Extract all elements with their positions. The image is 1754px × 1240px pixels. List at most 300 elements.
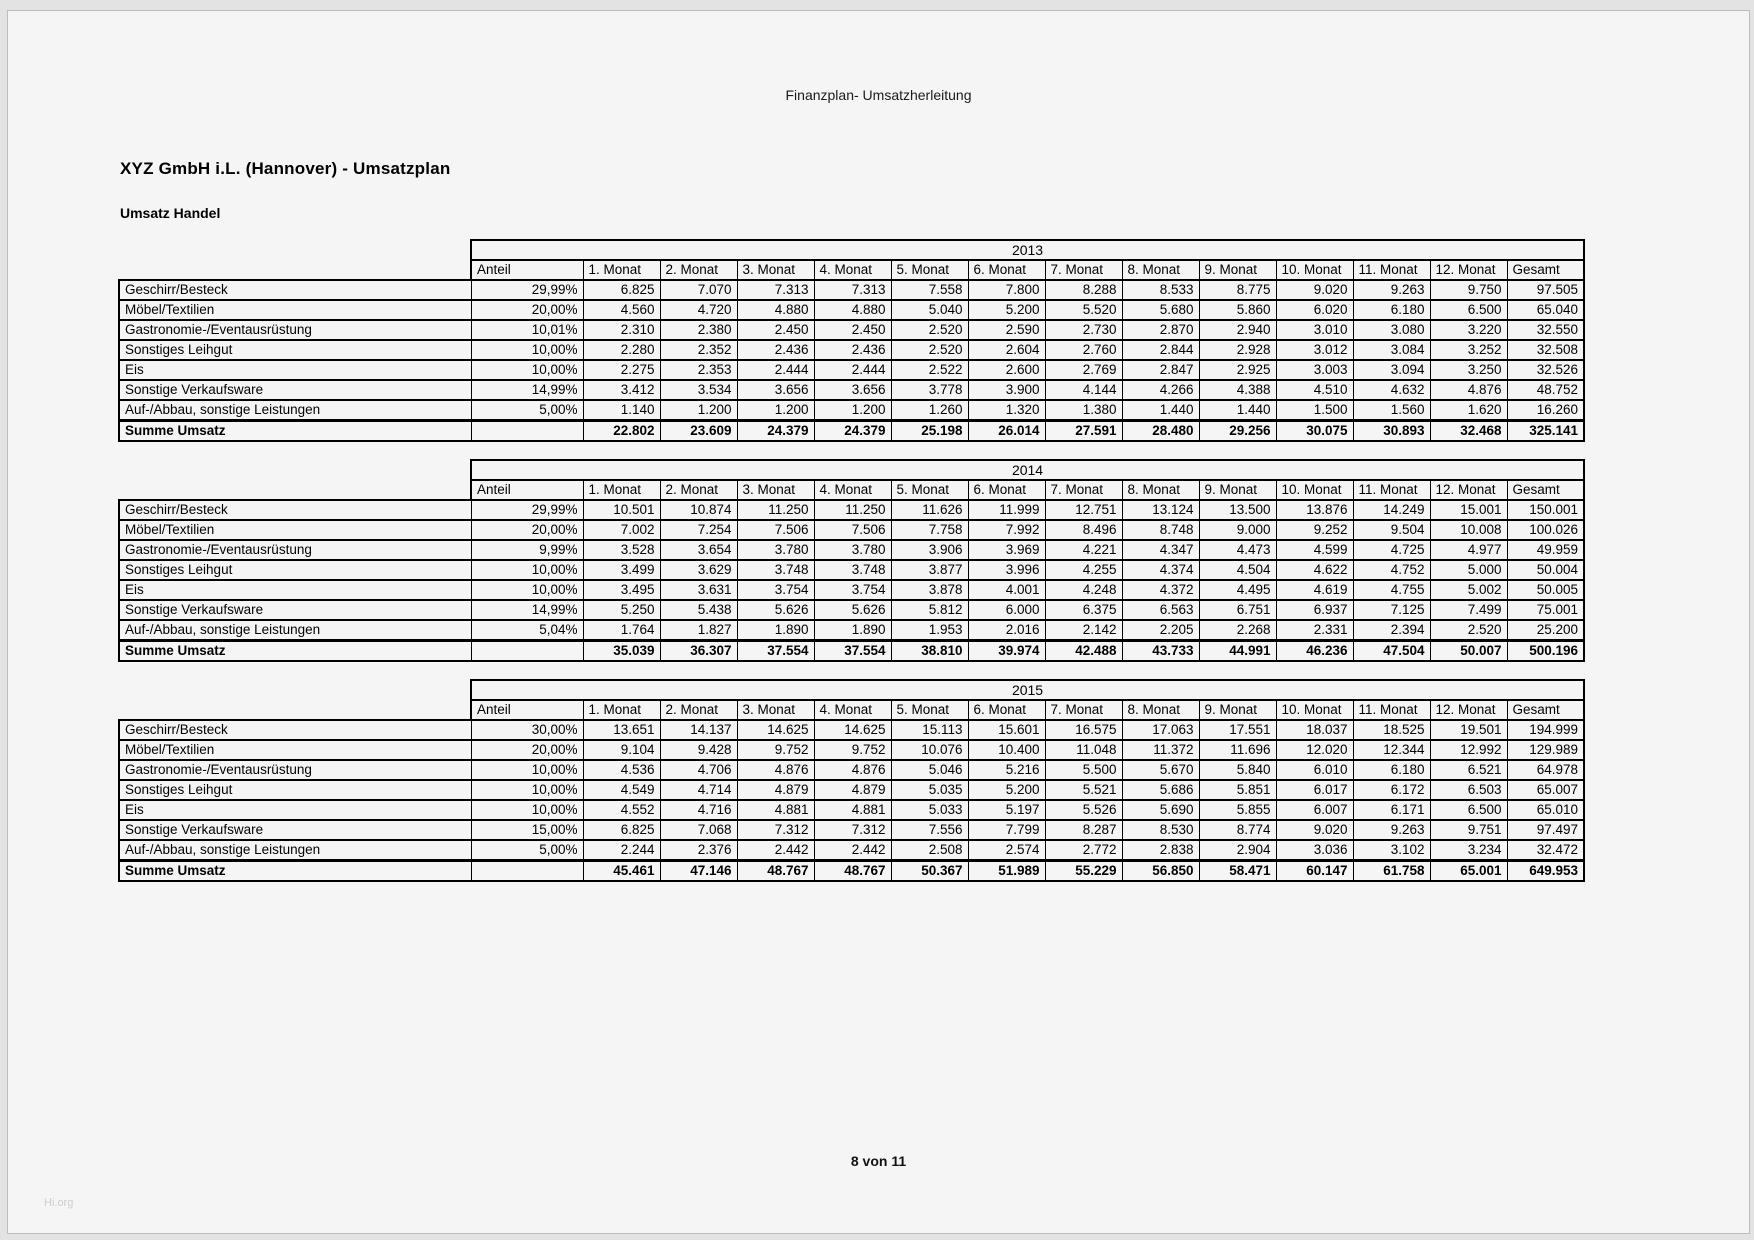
anteil-value: 5,00% bbox=[471, 840, 583, 861]
gesamt-value: 97.505 bbox=[1507, 280, 1584, 300]
page-title: XYZ GmbH i.L. (Hannover) - Umsatzplan bbox=[120, 159, 451, 178]
month-value-5: 2.522 bbox=[891, 360, 968, 380]
month-value-7: 5.521 bbox=[1045, 780, 1122, 800]
month-value-11: 4.725 bbox=[1353, 540, 1430, 560]
col-header-month-3: 3. Monat bbox=[737, 480, 814, 500]
month-value-2: 2.353 bbox=[660, 360, 737, 380]
month-value-12: 3.234 bbox=[1430, 840, 1507, 861]
gesamt-value: 129.989 bbox=[1507, 740, 1584, 760]
col-header-month-1: 1. Monat bbox=[583, 260, 660, 280]
sum-label: Summe Umsatz bbox=[119, 421, 471, 442]
month-value-1: 9.104 bbox=[583, 740, 660, 760]
month-value-12: 6.500 bbox=[1430, 300, 1507, 320]
month-value-8: 4.372 bbox=[1122, 580, 1199, 600]
month-value-6: 7.800 bbox=[968, 280, 1045, 300]
month-value-6: 11.999 bbox=[968, 500, 1045, 520]
month-value-2: 3.534 bbox=[660, 380, 737, 400]
col-header-gesamt: Gesamt bbox=[1507, 700, 1584, 720]
month-value-11: 9.263 bbox=[1353, 820, 1430, 840]
row-label: Eis bbox=[119, 360, 471, 380]
month-value-11: 1.560 bbox=[1353, 400, 1430, 421]
month-value-10: 9.020 bbox=[1276, 280, 1353, 300]
month-value-12: 6.503 bbox=[1430, 780, 1507, 800]
month-value-12: 5.002 bbox=[1430, 580, 1507, 600]
month-value-6: 3.996 bbox=[968, 560, 1045, 580]
col-header-month-7: 7. Monat bbox=[1045, 260, 1122, 280]
anteil-value: 10,00% bbox=[471, 360, 583, 380]
col-header-month-8: 8. Monat bbox=[1122, 700, 1199, 720]
month-value-11: 3.102 bbox=[1353, 840, 1430, 861]
row-label: Auf-/Abbau, sonstige Leistungen bbox=[119, 400, 471, 421]
month-value-4: 1.200 bbox=[814, 400, 891, 421]
anteil-value: 29,99% bbox=[471, 500, 583, 520]
month-value-3: 7.313 bbox=[737, 280, 814, 300]
table-row bbox=[119, 340, 1584, 360]
month-value-2: 3.654 bbox=[660, 540, 737, 560]
month-value-8: 4.266 bbox=[1122, 380, 1199, 400]
month-value-2: 1.827 bbox=[660, 620, 737, 641]
month-value-10: 9.020 bbox=[1276, 820, 1353, 840]
anteil-value: 14,99% bbox=[471, 600, 583, 620]
col-header-month-6: 6. Monat bbox=[968, 700, 1045, 720]
month-value-8: 2.838 bbox=[1122, 840, 1199, 861]
gesamt-value: 75.001 bbox=[1507, 600, 1584, 620]
sum-month-value-7: 27.591 bbox=[1045, 421, 1122, 442]
month-value-5: 7.758 bbox=[891, 520, 968, 540]
month-value-8: 13.124 bbox=[1122, 500, 1199, 520]
col-header-month-12: 12. Monat bbox=[1430, 480, 1507, 500]
month-value-1: 2.244 bbox=[583, 840, 660, 861]
month-value-5: 2.520 bbox=[891, 320, 968, 340]
col-header-gesamt: Gesamt bbox=[1507, 480, 1584, 500]
spacer-cell bbox=[119, 240, 471, 260]
month-value-1: 4.552 bbox=[583, 800, 660, 820]
sum-month-value-3: 48.767 bbox=[737, 861, 814, 882]
row-label: Sonstige Verkaufsware bbox=[119, 820, 471, 840]
month-value-5: 3.906 bbox=[891, 540, 968, 560]
section-subtitle: Umsatz Handel bbox=[120, 205, 221, 221]
table-row bbox=[119, 500, 1584, 520]
month-value-5: 15.113 bbox=[891, 720, 968, 740]
month-value-4: 9.752 bbox=[814, 740, 891, 760]
col-header-month-12: 12. Monat bbox=[1430, 700, 1507, 720]
month-value-10: 2.331 bbox=[1276, 620, 1353, 641]
month-value-11: 2.394 bbox=[1353, 620, 1430, 641]
table-row bbox=[119, 580, 1584, 600]
table-row bbox=[119, 360, 1584, 380]
umsatz-table-2015 bbox=[118, 679, 1585, 882]
month-value-3: 3.748 bbox=[737, 560, 814, 580]
month-value-11: 9.504 bbox=[1353, 520, 1430, 540]
month-value-9: 2.904 bbox=[1199, 840, 1276, 861]
month-value-10: 3.036 bbox=[1276, 840, 1353, 861]
month-value-3: 2.436 bbox=[737, 340, 814, 360]
month-value-9: 5.851 bbox=[1199, 780, 1276, 800]
month-value-2: 5.438 bbox=[660, 600, 737, 620]
umsatz-tables-container bbox=[118, 239, 1588, 899]
month-value-1: 2.275 bbox=[583, 360, 660, 380]
col-header-anteil: Anteil bbox=[471, 260, 583, 280]
month-value-12: 9.750 bbox=[1430, 280, 1507, 300]
anteil-value: 5,04% bbox=[471, 620, 583, 641]
month-value-5: 5.046 bbox=[891, 760, 968, 780]
table-row bbox=[119, 800, 1584, 820]
month-value-10: 18.037 bbox=[1276, 720, 1353, 740]
month-value-4: 3.780 bbox=[814, 540, 891, 560]
month-value-10: 6.020 bbox=[1276, 300, 1353, 320]
table-row bbox=[119, 820, 1584, 840]
sum-row bbox=[119, 641, 1584, 662]
month-value-1: 1.764 bbox=[583, 620, 660, 641]
table-row bbox=[119, 300, 1584, 320]
umsatz-table-2013 bbox=[118, 239, 1585, 442]
gesamt-value: 50.005 bbox=[1507, 580, 1584, 600]
month-value-1: 13.651 bbox=[583, 720, 660, 740]
col-header-month-11: 11. Monat bbox=[1353, 260, 1430, 280]
gesamt-value: 64.978 bbox=[1507, 760, 1584, 780]
month-value-5: 7.558 bbox=[891, 280, 968, 300]
month-value-2: 7.070 bbox=[660, 280, 737, 300]
spacer-cell bbox=[119, 680, 471, 700]
month-value-5: 1.260 bbox=[891, 400, 968, 421]
month-value-4: 4.876 bbox=[814, 760, 891, 780]
month-value-11: 14.249 bbox=[1353, 500, 1430, 520]
row-label: Gastronomie-/Eventausrüstung bbox=[119, 760, 471, 780]
month-value-11: 4.632 bbox=[1353, 380, 1430, 400]
row-label: Sonstige Verkaufsware bbox=[119, 380, 471, 400]
month-value-11: 7.125 bbox=[1353, 600, 1430, 620]
month-value-11: 6.171 bbox=[1353, 800, 1430, 820]
watermark: Hi.org bbox=[44, 1197, 74, 1209]
month-value-2: 9.428 bbox=[660, 740, 737, 760]
month-value-4: 2.444 bbox=[814, 360, 891, 380]
col-header-gesamt: Gesamt bbox=[1507, 260, 1584, 280]
month-value-1: 2.310 bbox=[583, 320, 660, 340]
row-label: Möbel/Textilien bbox=[119, 300, 471, 320]
gesamt-value: 65.010 bbox=[1507, 800, 1584, 820]
month-value-12: 6.521 bbox=[1430, 760, 1507, 780]
month-value-12: 12.992 bbox=[1430, 740, 1507, 760]
month-value-2: 2.380 bbox=[660, 320, 737, 340]
month-value-5: 10.076 bbox=[891, 740, 968, 760]
month-value-4: 4.880 bbox=[814, 300, 891, 320]
month-value-4: 2.436 bbox=[814, 340, 891, 360]
month-value-8: 5.680 bbox=[1122, 300, 1199, 320]
row-label: Eis bbox=[119, 800, 471, 820]
sum-month-value-3: 37.554 bbox=[737, 641, 814, 662]
month-value-3: 4.880 bbox=[737, 300, 814, 320]
month-value-9: 5.860 bbox=[1199, 300, 1276, 320]
col-header-month-7: 7. Monat bbox=[1045, 700, 1122, 720]
year-row bbox=[119, 240, 1584, 260]
month-value-6: 6.000 bbox=[968, 600, 1045, 620]
table-row bbox=[119, 400, 1584, 421]
month-value-12: 3.252 bbox=[1430, 340, 1507, 360]
month-value-6: 2.590 bbox=[968, 320, 1045, 340]
month-value-12: 3.220 bbox=[1430, 320, 1507, 340]
gesamt-value: 65.007 bbox=[1507, 780, 1584, 800]
anteil-value: 20,00% bbox=[471, 300, 583, 320]
month-value-8: 4.347 bbox=[1122, 540, 1199, 560]
month-value-4: 7.506 bbox=[814, 520, 891, 540]
sum-month-value-11: 47.504 bbox=[1353, 641, 1430, 662]
month-value-12: 19.501 bbox=[1430, 720, 1507, 740]
month-value-10: 4.599 bbox=[1276, 540, 1353, 560]
gesamt-value: 65.040 bbox=[1507, 300, 1584, 320]
sum-month-value-12: 32.468 bbox=[1430, 421, 1507, 442]
month-value-7: 11.048 bbox=[1045, 740, 1122, 760]
month-value-10: 3.010 bbox=[1276, 320, 1353, 340]
month-value-4: 2.442 bbox=[814, 840, 891, 861]
month-value-5: 5.040 bbox=[891, 300, 968, 320]
month-value-11: 4.755 bbox=[1353, 580, 1430, 600]
month-value-9: 4.504 bbox=[1199, 560, 1276, 580]
month-value-6: 2.574 bbox=[968, 840, 1045, 861]
gesamt-value: 25.200 bbox=[1507, 620, 1584, 641]
month-value-7: 2.772 bbox=[1045, 840, 1122, 861]
month-value-1: 6.825 bbox=[583, 820, 660, 840]
month-value-5: 2.508 bbox=[891, 840, 968, 861]
table-row bbox=[119, 380, 1584, 400]
month-value-4: 1.890 bbox=[814, 620, 891, 641]
month-value-10: 4.622 bbox=[1276, 560, 1353, 580]
col-header-month-12: 12. Monat bbox=[1430, 260, 1507, 280]
month-value-8: 5.690 bbox=[1122, 800, 1199, 820]
anteil-value: 20,00% bbox=[471, 740, 583, 760]
sum-month-value-6: 26.014 bbox=[968, 421, 1045, 442]
month-value-7: 2.142 bbox=[1045, 620, 1122, 641]
col-header-month-3: 3. Monat bbox=[737, 260, 814, 280]
month-value-7: 8.496 bbox=[1045, 520, 1122, 540]
sum-anteil-empty bbox=[471, 861, 583, 882]
col-header-month-1: 1. Monat bbox=[583, 480, 660, 500]
month-value-9: 8.775 bbox=[1199, 280, 1276, 300]
table-row bbox=[119, 600, 1584, 620]
month-value-9: 1.440 bbox=[1199, 400, 1276, 421]
month-value-1: 7.002 bbox=[583, 520, 660, 540]
anteil-value: 20,00% bbox=[471, 520, 583, 540]
month-value-10: 1.500 bbox=[1276, 400, 1353, 421]
sum-month-value-1: 22.802 bbox=[583, 421, 660, 442]
sum-month-value-9: 29.256 bbox=[1199, 421, 1276, 442]
month-value-7: 12.751 bbox=[1045, 500, 1122, 520]
month-value-7: 4.255 bbox=[1045, 560, 1122, 580]
month-value-9: 2.925 bbox=[1199, 360, 1276, 380]
year-label: 2013 bbox=[471, 240, 1584, 260]
col-header-month-4: 4. Monat bbox=[814, 260, 891, 280]
month-value-3: 2.450 bbox=[737, 320, 814, 340]
month-value-2: 3.629 bbox=[660, 560, 737, 580]
col-header-month-6: 6. Monat bbox=[968, 480, 1045, 500]
anteil-value: 9,99% bbox=[471, 540, 583, 560]
row-label: Möbel/Textilien bbox=[119, 520, 471, 540]
month-value-5: 5.033 bbox=[891, 800, 968, 820]
anteil-value: 15,00% bbox=[471, 820, 583, 840]
month-value-4: 7.313 bbox=[814, 280, 891, 300]
month-value-1: 4.536 bbox=[583, 760, 660, 780]
row-label: Gastronomie-/Eventausrüstung bbox=[119, 540, 471, 560]
anteil-value: 29,99% bbox=[471, 280, 583, 300]
month-value-1: 1.140 bbox=[583, 400, 660, 421]
month-value-7: 5.500 bbox=[1045, 760, 1122, 780]
month-value-3: 9.752 bbox=[737, 740, 814, 760]
year-label: 2014 bbox=[471, 460, 1584, 480]
table-row bbox=[119, 560, 1584, 580]
month-value-10: 6.017 bbox=[1276, 780, 1353, 800]
month-value-10: 9.252 bbox=[1276, 520, 1353, 540]
col-header-month-10: 10. Monat bbox=[1276, 260, 1353, 280]
month-value-9: 4.388 bbox=[1199, 380, 1276, 400]
month-value-3: 14.625 bbox=[737, 720, 814, 740]
month-value-11: 18.525 bbox=[1353, 720, 1430, 740]
table-row bbox=[119, 780, 1584, 800]
col-header-month-6: 6. Monat bbox=[968, 260, 1045, 280]
month-value-2: 3.631 bbox=[660, 580, 737, 600]
month-value-11: 3.094 bbox=[1353, 360, 1430, 380]
month-value-5: 5.035 bbox=[891, 780, 968, 800]
month-value-2: 7.254 bbox=[660, 520, 737, 540]
month-value-3: 3.656 bbox=[737, 380, 814, 400]
gesamt-value: 97.497 bbox=[1507, 820, 1584, 840]
month-value-2: 2.376 bbox=[660, 840, 737, 861]
month-value-2: 2.352 bbox=[660, 340, 737, 360]
sum-anteil-empty bbox=[471, 421, 583, 442]
month-value-3: 4.881 bbox=[737, 800, 814, 820]
month-value-5: 2.520 bbox=[891, 340, 968, 360]
month-value-7: 8.287 bbox=[1045, 820, 1122, 840]
month-value-7: 5.526 bbox=[1045, 800, 1122, 820]
month-value-4: 14.625 bbox=[814, 720, 891, 740]
month-value-2: 4.720 bbox=[660, 300, 737, 320]
col-header-month-2: 2. Monat bbox=[660, 480, 737, 500]
month-value-7: 2.760 bbox=[1045, 340, 1122, 360]
month-value-3: 3.754 bbox=[737, 580, 814, 600]
sum-month-value-7: 42.488 bbox=[1045, 641, 1122, 662]
spacer-cell bbox=[119, 460, 471, 480]
spacer-cell bbox=[119, 480, 471, 500]
table-row bbox=[119, 520, 1584, 540]
sum-month-value-1: 45.461 bbox=[583, 861, 660, 882]
sum-month-value-12: 50.007 bbox=[1430, 641, 1507, 662]
col-header-month-1: 1. Monat bbox=[583, 700, 660, 720]
month-value-1: 3.528 bbox=[583, 540, 660, 560]
month-value-12: 15.001 bbox=[1430, 500, 1507, 520]
month-value-5: 7.556 bbox=[891, 820, 968, 840]
month-value-9: 17.551 bbox=[1199, 720, 1276, 740]
month-value-6: 2.016 bbox=[968, 620, 1045, 641]
anteil-value: 14,99% bbox=[471, 380, 583, 400]
month-value-8: 17.063 bbox=[1122, 720, 1199, 740]
gesamt-value: 100.026 bbox=[1507, 520, 1584, 540]
spacer-cell bbox=[119, 260, 471, 280]
month-value-7: 4.144 bbox=[1045, 380, 1122, 400]
row-label: Sonstige Verkaufsware bbox=[119, 600, 471, 620]
document-page bbox=[7, 10, 1750, 1234]
month-value-10: 12.020 bbox=[1276, 740, 1353, 760]
sum-month-value-1: 35.039 bbox=[583, 641, 660, 662]
month-value-3: 2.442 bbox=[737, 840, 814, 861]
year-label: 2015 bbox=[471, 680, 1584, 700]
month-value-11: 4.752 bbox=[1353, 560, 1430, 580]
gesamt-value: 32.526 bbox=[1507, 360, 1584, 380]
month-value-9: 4.473 bbox=[1199, 540, 1276, 560]
month-value-8: 8.530 bbox=[1122, 820, 1199, 840]
month-value-8: 5.670 bbox=[1122, 760, 1199, 780]
table-row bbox=[119, 760, 1584, 780]
sum-month-value-4: 37.554 bbox=[814, 641, 891, 662]
sum-month-value-4: 24.379 bbox=[814, 421, 891, 442]
col-header-month-5: 5. Monat bbox=[891, 260, 968, 280]
sum-month-value-2: 23.609 bbox=[660, 421, 737, 442]
month-value-6: 7.799 bbox=[968, 820, 1045, 840]
month-value-9: 6.751 bbox=[1199, 600, 1276, 620]
month-value-2: 1.200 bbox=[660, 400, 737, 421]
anteil-value: 10,00% bbox=[471, 780, 583, 800]
month-value-3: 4.879 bbox=[737, 780, 814, 800]
row-label: Möbel/Textilien bbox=[119, 740, 471, 760]
anteil-value: 10,00% bbox=[471, 800, 583, 820]
document-header: Finanzplan- Umsatzherleitung bbox=[785, 87, 972, 103]
month-value-3: 3.780 bbox=[737, 540, 814, 560]
month-value-1: 3.499 bbox=[583, 560, 660, 580]
sum-month-value-4: 48.767 bbox=[814, 861, 891, 882]
month-value-3: 7.312 bbox=[737, 820, 814, 840]
month-value-1: 6.825 bbox=[583, 280, 660, 300]
month-value-1: 10.501 bbox=[583, 500, 660, 520]
sum-row bbox=[119, 861, 1584, 882]
column-header-row bbox=[119, 480, 1584, 500]
month-value-2: 14.137 bbox=[660, 720, 737, 740]
month-value-12: 4.977 bbox=[1430, 540, 1507, 560]
month-value-9: 4.495 bbox=[1199, 580, 1276, 600]
month-value-6: 2.600 bbox=[968, 360, 1045, 380]
month-value-7: 5.520 bbox=[1045, 300, 1122, 320]
anteil-value: 10,01% bbox=[471, 320, 583, 340]
month-value-3: 4.876 bbox=[737, 760, 814, 780]
month-value-2: 7.068 bbox=[660, 820, 737, 840]
col-header-anteil: Anteil bbox=[471, 700, 583, 720]
month-value-1: 4.549 bbox=[583, 780, 660, 800]
col-header-month-9: 9. Monat bbox=[1199, 480, 1276, 500]
month-value-4: 3.754 bbox=[814, 580, 891, 600]
sum-month-value-10: 46.236 bbox=[1276, 641, 1353, 662]
month-value-4: 11.250 bbox=[814, 500, 891, 520]
month-value-5: 3.778 bbox=[891, 380, 968, 400]
month-value-8: 2.870 bbox=[1122, 320, 1199, 340]
month-value-6: 1.320 bbox=[968, 400, 1045, 421]
month-value-11: 6.180 bbox=[1353, 760, 1430, 780]
sum-month-value-8: 28.480 bbox=[1122, 421, 1199, 442]
gesamt-value: 50.004 bbox=[1507, 560, 1584, 580]
col-header-month-11: 11. Monat bbox=[1353, 700, 1430, 720]
month-value-4: 3.748 bbox=[814, 560, 891, 580]
col-header-month-3: 3. Monat bbox=[737, 700, 814, 720]
gesamt-value: 32.550 bbox=[1507, 320, 1584, 340]
month-value-1: 3.412 bbox=[583, 380, 660, 400]
month-value-6: 5.200 bbox=[968, 780, 1045, 800]
row-label: Auf-/Abbau, sonstige Leistungen bbox=[119, 840, 471, 861]
anteil-value: 10,00% bbox=[471, 580, 583, 600]
sum-label: Summe Umsatz bbox=[119, 861, 471, 882]
month-value-7: 2.730 bbox=[1045, 320, 1122, 340]
sum-gesamt-value: 325.141 bbox=[1507, 421, 1584, 442]
table-row bbox=[119, 280, 1584, 300]
month-value-5: 3.878 bbox=[891, 580, 968, 600]
month-value-2: 4.716 bbox=[660, 800, 737, 820]
col-header-month-9: 9. Monat bbox=[1199, 260, 1276, 280]
sum-month-value-9: 58.471 bbox=[1199, 861, 1276, 882]
month-value-10: 6.010 bbox=[1276, 760, 1353, 780]
